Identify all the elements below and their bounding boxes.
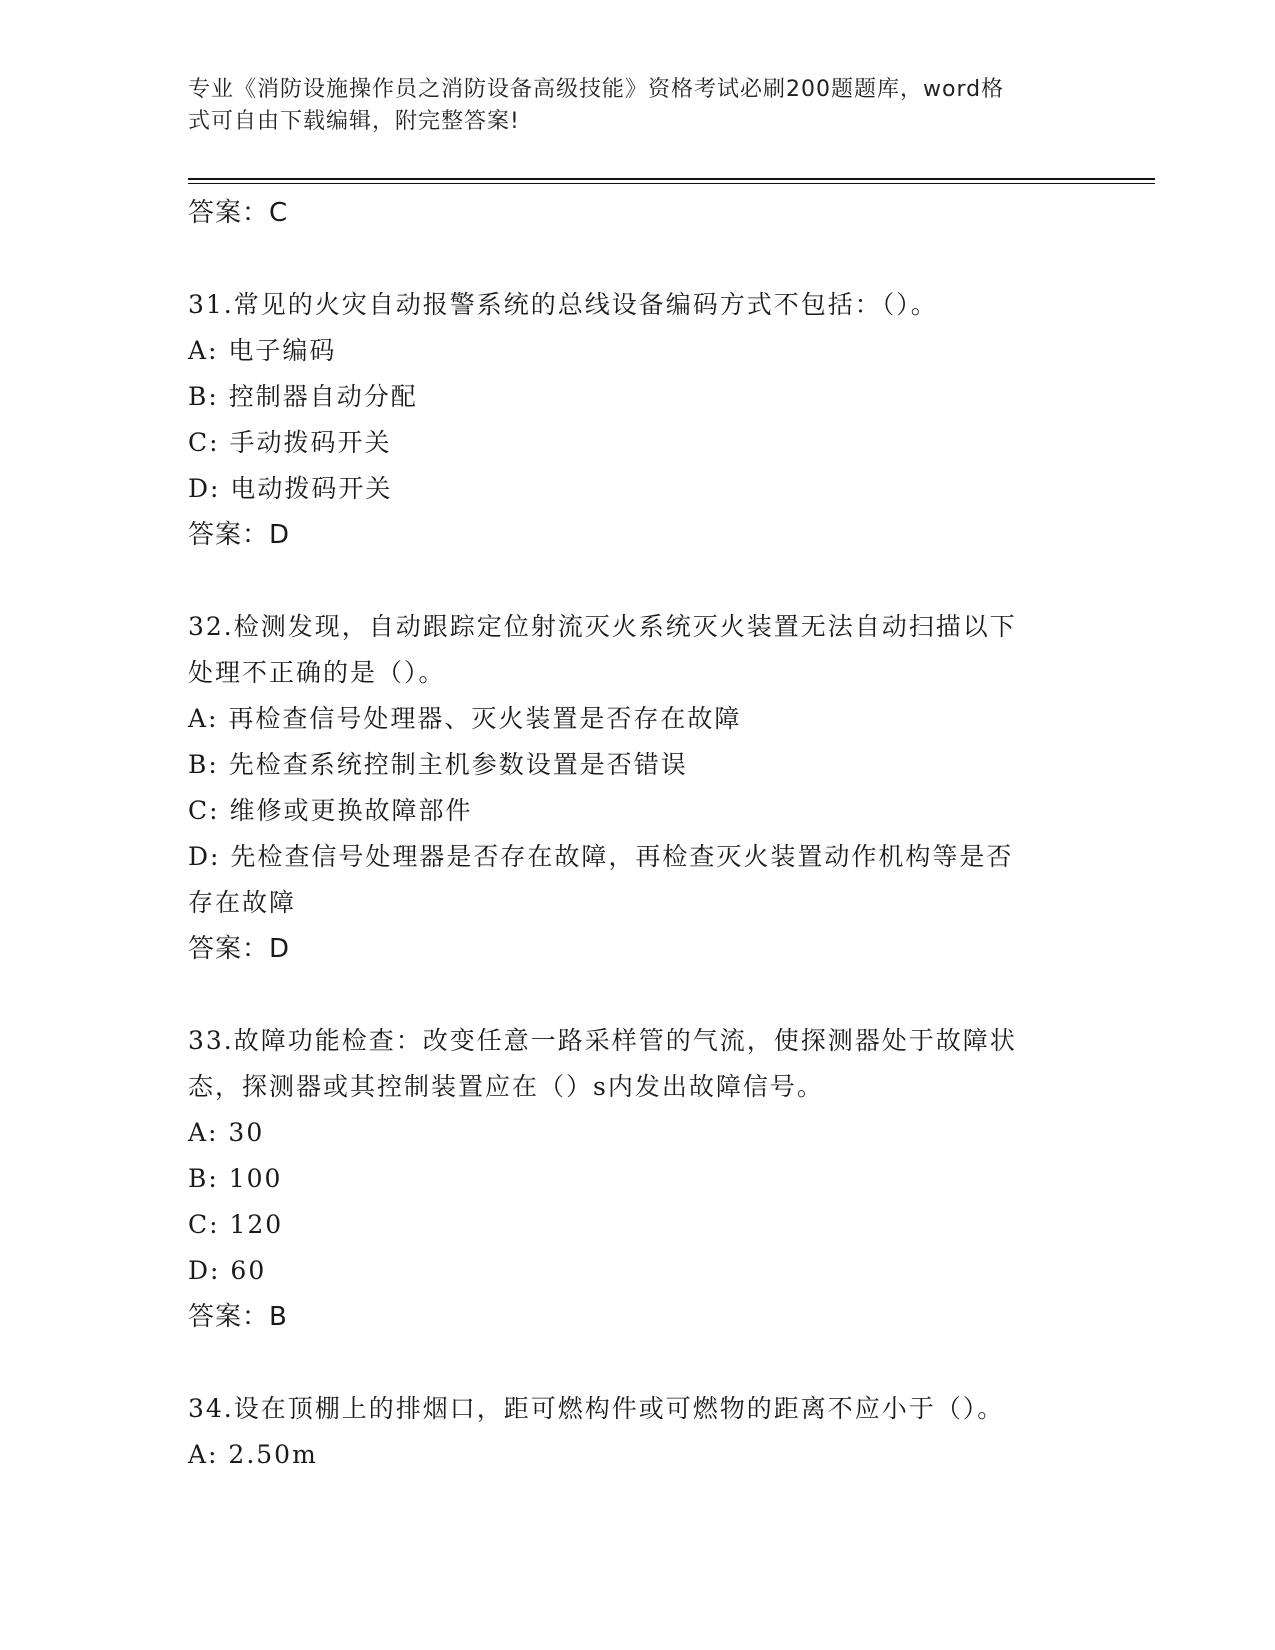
spacer bbox=[188, 1340, 1088, 1386]
question-text: 31.常见的火灾自动报警系统的总线设备编码方式不包括：（）。 bbox=[188, 290, 938, 319]
option-c: C: 120 bbox=[188, 1210, 284, 1239]
answer-33: 答案：B bbox=[188, 1302, 288, 1332]
header-divider-thin bbox=[188, 183, 1155, 184]
question-list bbox=[188, 190, 1088, 1478]
option-d: D: 先检查信号处理器是否存在故障，再检查灭火装置动作机构等是否 bbox=[188, 842, 1014, 871]
answer-30: 答案：C bbox=[188, 198, 289, 228]
option-d: D: 60 bbox=[188, 1256, 267, 1285]
option-b: B: 先检查系统控制主机参数设置是否错误 bbox=[188, 750, 688, 779]
option-a: A: 再检查信号处理器、灭火装置是否存在故障 bbox=[188, 704, 742, 733]
header-divider-thick bbox=[188, 178, 1155, 180]
question-text: 32.检测发现，自动跟踪定位射流灭火系统灭火装置无法自动扫描以下 bbox=[188, 612, 1017, 641]
option-c: C: 维修或更换故障部件 bbox=[188, 796, 473, 825]
option-d: D: 电动拨码开关 bbox=[188, 474, 393, 503]
answer-32: 答案：D bbox=[188, 934, 291, 964]
option-a: A: 30 bbox=[188, 1118, 265, 1147]
page-header bbox=[188, 74, 1068, 138]
question-34 bbox=[188, 1386, 1088, 1478]
option-b: B: 控制器自动分配 bbox=[188, 382, 418, 411]
option-c: C: 手动拨码开关 bbox=[188, 428, 392, 457]
question-text-cont: 态，探测器或其控制装置应在（）s内发出故障信号。 bbox=[188, 1072, 824, 1101]
option-a: A: 2.50m bbox=[188, 1440, 318, 1469]
option-b: B: 100 bbox=[188, 1164, 283, 1193]
spacer bbox=[188, 558, 1088, 604]
option-d-cont: 存在故障 bbox=[188, 888, 297, 917]
header-line-1: 专业《消防设施操作员之消防设备高级技能》资格考试必刷200题题库，word格 bbox=[188, 77, 1005, 102]
header-line-2: 式可自由下载编辑，附完整答案! bbox=[188, 109, 520, 134]
question-text: 33.故障功能检查：改变任意一路采样管的气流，使探测器处于故障状 bbox=[188, 1026, 1017, 1055]
answer-31: 答案：D bbox=[188, 520, 291, 550]
spacer bbox=[188, 236, 1088, 282]
spacer bbox=[188, 972, 1088, 1018]
option-a: A: 电子编码 bbox=[188, 336, 337, 365]
question-33 bbox=[188, 1018, 1088, 1340]
question-31 bbox=[188, 282, 1088, 558]
question-32 bbox=[188, 604, 1088, 972]
question-text-cont: 处理不正确的是（）。 bbox=[188, 658, 446, 687]
question-text: 34.设在顶棚上的排烟口，距可燃构件或可燃物的距离不应小于（）。 bbox=[188, 1394, 1005, 1423]
